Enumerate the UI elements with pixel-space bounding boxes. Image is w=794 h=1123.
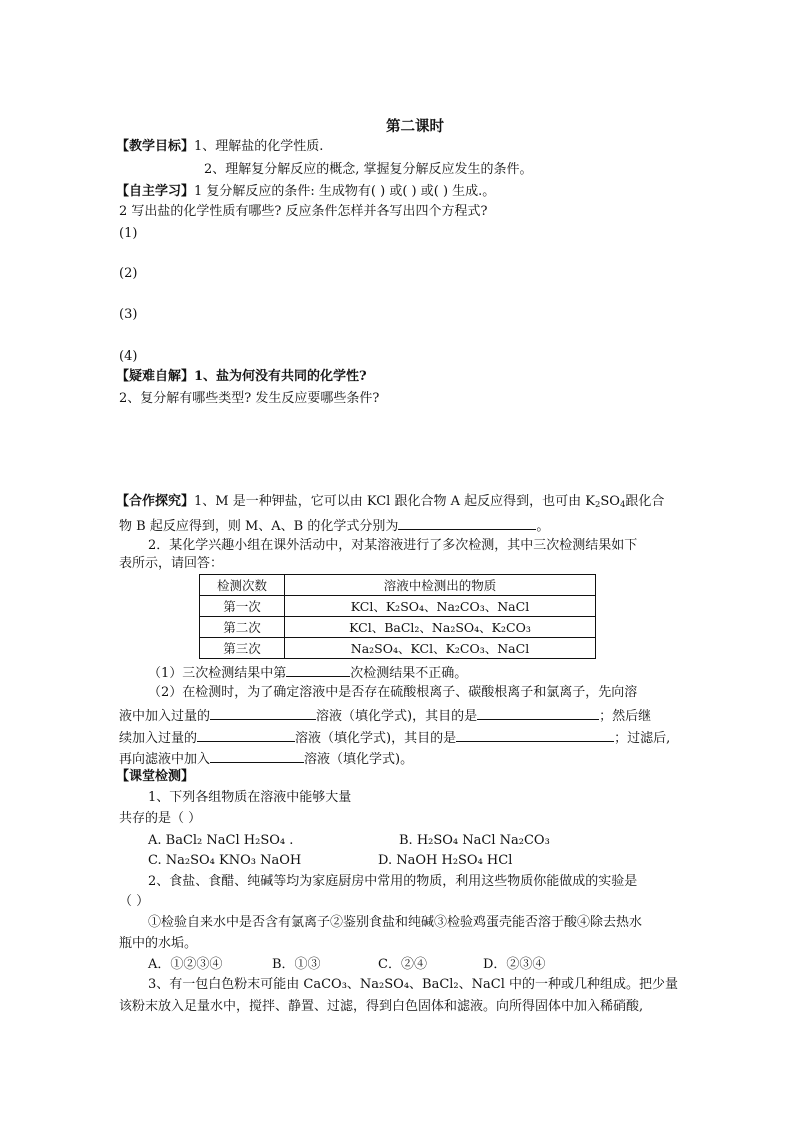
sub2-text: ；过滤后, [614,731,671,746]
self-study-heading: 【自主学习】 [116,184,195,199]
cooperation-line-1 [116,494,664,510]
classroom-q1-line-1: 1、下列各组物质在溶液中能够大量 [148,790,352,805]
table-header-row [200,575,596,596]
self-study-item-3: (3) [119,307,138,322]
cooperation-sub2-line-3 [119,728,670,747]
q1-option-b: B. H₂SO₄ NaCl Na₂CO₃ [399,833,550,848]
difficulty-q1: 1、盐为何没有共同的化学性? [194,369,367,384]
self-study-item-4: (4) [119,349,138,364]
answer-blank[interactable] [456,728,614,742]
q2-option-b: B．①③ [272,957,321,972]
table-header-cell: 溶液中检测出的物质 [285,575,596,596]
sub2-text: 溶液（填化学式)，其目的是 [316,709,478,724]
table-cell: 第二次 [200,617,285,638]
classroom-q2-line-3: ①检验自来水中是否含有氯离子②鉴别食盐和纯碱③检验鸡蛋壳能否溶于酸④除去热水 [148,915,643,930]
sub2-text: 再向滤液中加入 [119,752,211,767]
answer-blank[interactable] [286,663,350,677]
classroom-q2-line-4: 瓶中的水垢。 [119,936,198,951]
cooperation-p1-text-2: 物 B 起反应得到，则 M、A、B 的化学式分别为 [119,519,399,534]
objective-item-2: 2、理解复分解反应的概念, 掌握复分解反应发生的条件。 [204,162,533,177]
sub2-text: 续加入过量的 [119,731,198,746]
sub1-text: （1）三次检测结果中第 [148,666,287,681]
classroom-q3-line-1: 3、有一包白色粉末可能由 CaCO₃、Na₂SO₄、BaCl₂、NaCl 中的一种或几种组成。把少量 [148,977,679,992]
cooperation-sub1 [148,663,467,682]
cooperation-sub2-line-2 [119,706,651,725]
difficulty-line-1 [116,369,367,385]
q2-option-a: A．①②③④ [148,957,223,972]
sub2-text: 溶液（填化学式)。 [304,752,414,767]
q2-option-c: C．②④ [378,957,427,972]
detection-results-table [199,574,596,659]
self-study-q2: 2 写出盐的化学性质有哪些? 反应条件怎样并各写出四个方程式? [119,204,488,219]
self-study-item-2: (2) [119,266,138,281]
answer-blank[interactable] [477,706,599,720]
sub2-text: 溶液（填化学式)，其目的是 [295,731,457,746]
table-cell: 第三次 [200,638,285,659]
answer-blank[interactable] [197,728,295,742]
table-cell: KCl、K₂SO₄、Na₂CO₃、NaCl [285,596,596,617]
cooperation-p2-line-2: 表所示，请回答： [119,556,224,571]
answer-blank[interactable] [210,706,316,720]
cooperation-sub2-line-1: （2）在检测时，为了确定溶液中是否存在硫酸根离子、碳酸根离子和氯离子，先向溶 [148,685,638,700]
formula-part: SO [600,494,620,509]
cooperation-p1-end: 跟化合 [625,494,665,509]
table-header-cell: 检测次数 [200,575,285,596]
cooperation-p1-text: 1、M 是一种钾盐，它可以由 KCl 跟化合物 A 起反应得到，也可由 K [194,494,595,509]
subscript: 4 [619,500,626,510]
sub2-text: 液中加入过量的 [119,709,211,724]
table-cell: KCl、BaCl₂、Na₂SO₄、K₂CO₃ [285,617,596,638]
objectives-heading: 【教学目标】 [116,139,195,154]
q1-option-d: D. NaOH H₂SO₄ HCl [378,853,513,868]
self-study-line-1 [116,184,495,200]
q2-option-d: D．②③④ [483,957,546,972]
sub2-text: ；然后继 [599,709,652,724]
period: 。 [536,519,550,534]
subscript: 2 [594,500,601,510]
cooperation-line-2 [119,516,549,535]
page-title: 第二课时 [386,118,444,135]
table-row [200,596,596,617]
cooperation-p2-line-1: 2．某化学兴趣小组在课外活动中，对某溶液进行了多次检测，其中三次检测结果如下 [148,538,638,553]
classroom-q3-line-2: 该粉末放入足量水中，搅拌、静置、过滤，得到白色固体和滤液。向所得固体中加入稀硝酸, [119,999,644,1014]
self-study-q1: 1 复分解反应的条件: 生成物有( ) 或( ) 或( ) 生成.。 [194,184,496,199]
classroom-q2-line-1: 2、食盐、食醋、纯碱等均为家庭厨房中常用的物质，利用这些物质你能做成的实验是 [148,874,638,889]
objectives-line-1 [116,139,323,155]
difficulty-heading: 【疑难自解】 [116,369,195,384]
answer-blank[interactable] [398,516,536,530]
classroom-q1-line-2: 共存的是（ ） [119,811,202,826]
self-study-item-1: (1) [119,226,138,241]
objective-item-1: 1、理解盐的化学性质. [194,139,324,154]
table-cell: Na₂SO₄、KCl、K₂CO₃、NaCl [285,638,596,659]
cooperation-sub2-line-4 [119,749,413,768]
sub1-text-end: 次检测结果不正确。 [350,666,468,681]
table-row [200,638,596,659]
difficulty-q2: 2、复分解有哪些类型? 发生反应要哪些条件? [119,391,380,406]
table-row [200,617,596,638]
answer-blank[interactable] [210,749,304,763]
table-cell: 第一次 [200,596,285,617]
q1-option-c: C. Na₂SO₄ KNO₃ NaOH [148,853,302,868]
q1-option-a: A. BaCl₂ NaCl H₂SO₄ . [148,833,294,848]
cooperation-heading: 【合作探究】 [116,494,195,509]
classroom-q2-line-2: （ ） [119,894,150,909]
classroom-heading: 【课堂检测】 [116,769,195,784]
